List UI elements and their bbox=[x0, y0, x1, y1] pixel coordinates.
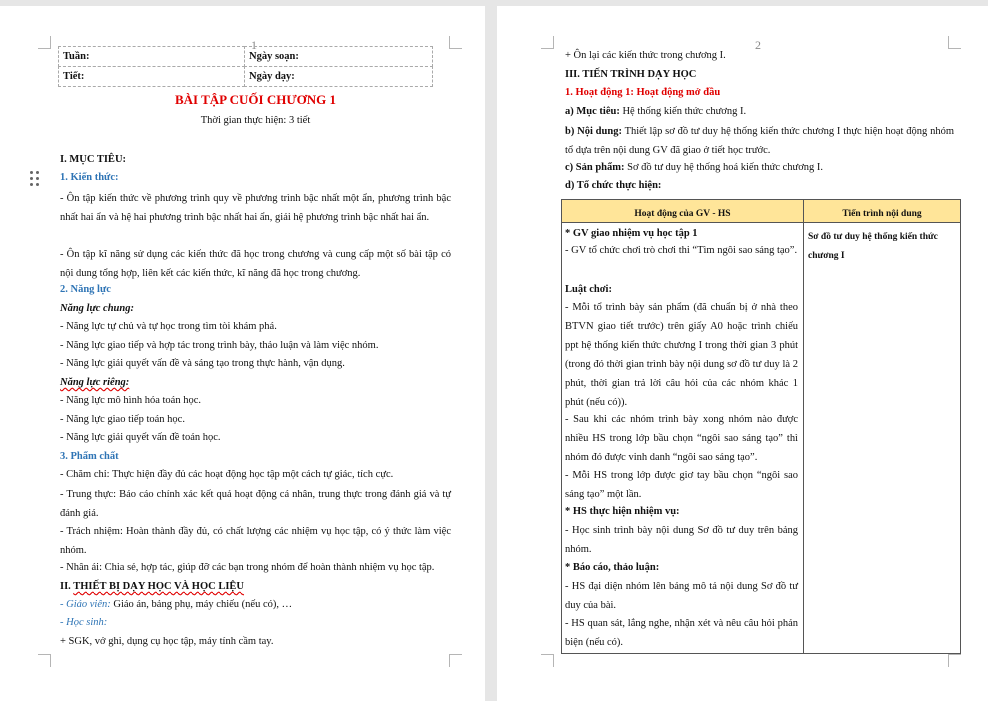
page-number: 2 bbox=[755, 38, 761, 52]
teacher-materials bbox=[60, 598, 292, 611]
general-item-2: - Năng lực giao tiếp và hợp tác trong trình bày, thảo luận và làm việc nhóm. bbox=[60, 340, 379, 351]
rules-heading: Luật chơi: bbox=[565, 284, 612, 295]
progress-content: Sơ đồ tư duy hệ thống kiến thức chương I bbox=[808, 232, 938, 261]
content-text: Thiết lập sơ đồ tư duy hệ thống kiến thức chương I thực hiện hoạt động nhóm tổ dựa trên nội dung GV đã giao ở tiết học trước. bbox=[565, 126, 954, 156]
quality-item-1: - Chăm chỉ: Thực hiện đầy đủ các hoạt động học tập một cách tự giác, tích cực. bbox=[60, 469, 394, 480]
knowledge-item-1: - Ôn tập kiến thức về phương trình quy về phương trình bậc nhất một ẩn, phương trình bậc nhất hai ẩn và hệ hai phương trình bậc nhất hai ẩn, giải hệ phương trình bậc nhất hai ẩn. bbox=[60, 193, 451, 223]
crop-mark bbox=[948, 36, 961, 49]
rule-1: - Mỗi tổ trình bày sản phẩm (đã chuẩn bị ở nhà theo BTVN giao tiết trước) trên giấy A0 hoặc trình chiếu ppt hệ thống kiến thức chương I trong thời gian 3 phút (trong đó thời gian trình bày nội dung sơ đồ tư duy là 2 phút, thời gian trả lời câu hỏi của các nhóm khác 1 phút (nếu có)). bbox=[565, 302, 798, 408]
prep-date-label: Ngày soạn: bbox=[249, 51, 299, 62]
teacher-text: Giáo án, bảng phụ, máy chiếu (nếu có), … bbox=[113, 599, 293, 610]
activity-1-heading: 1. Hoạt động 1: Hoạt động mở đầu bbox=[565, 87, 721, 98]
document-page-2 bbox=[497, 6, 988, 701]
quality-item-4: - Nhân ái: Chia sẻ, hợp tác, giúp đỡ các bạn trong nhóm để hoàn thành nhiệm vụ học tập. bbox=[60, 562, 435, 573]
section-3-heading: III. TIẾN TRÌNH DẠY HỌC bbox=[565, 69, 697, 80]
hs-task-heading: * HS thực hiện nhiệm vụ: bbox=[565, 506, 680, 517]
document-page-1 bbox=[0, 6, 485, 701]
product-text: Sơ đồ tư duy hệ thống hoá kiến thức chương I. bbox=[627, 162, 824, 173]
crop-mark bbox=[38, 654, 51, 667]
col-header-activities: Hoạt động của GV - HS bbox=[634, 209, 731, 219]
teacher-label: - Giáo viên: bbox=[60, 599, 111, 610]
rule-2: - Sau khi các nhóm trình bày xong nhóm nào được nhiều HS trong lớp bầu chọn “ngôi sao sáng tạo” thì nhóm đó được vinh danh “ngôi sao sáng tạo”. bbox=[565, 414, 798, 463]
hs-task-text: - Học sinh trình bày nội dung Sơ đồ tư duy trên bảng nhóm. bbox=[565, 525, 798, 555]
report-item-2: - HS quan sát, lắng nghe, nhận xét và nêu câu hỏi phản biện (nếu có). bbox=[565, 618, 798, 648]
crop-mark bbox=[541, 654, 554, 667]
student-label: - Học sinh: bbox=[60, 617, 108, 628]
section-2-title: THIẾT BỊ DẠY HỌC VÀ HỌC LIỆU bbox=[73, 581, 245, 592]
specific-competency-heading: Năng lực riêng: bbox=[60, 377, 130, 388]
page-number: 1 bbox=[251, 38, 257, 52]
drag-handle-icon[interactable] bbox=[30, 171, 40, 187]
col-header-progress: Tiến trình nội dung bbox=[842, 209, 922, 219]
report-heading: * Báo cáo, thảo luận: bbox=[565, 562, 660, 573]
section-1-heading: I. MỤC TIÊU: bbox=[60, 154, 127, 165]
organization-label: d) Tổ chức thực hiện: bbox=[565, 180, 662, 191]
period-label: Tiết: bbox=[63, 71, 85, 82]
general-item-3: - Năng lực giải quyết vấn đề và sáng tạo trong thực hành, vận dụng. bbox=[60, 358, 345, 369]
specific-item-2: - Năng lực giao tiếp toán học. bbox=[60, 414, 185, 425]
section-2-heading bbox=[60, 580, 244, 593]
goal-line bbox=[565, 105, 746, 118]
crop-mark bbox=[449, 36, 462, 49]
report-item-1: - HS đại diện nhóm lên bảng mô tả nội dung Sơ đồ tư duy của bài. bbox=[565, 581, 798, 611]
crop-mark bbox=[541, 36, 554, 49]
goal-text: Hệ thống kiến thức chương I. bbox=[622, 106, 747, 117]
week-label: Tuần: bbox=[63, 51, 90, 62]
specific-item-1: - Năng lực mô hình hóa toán học. bbox=[60, 395, 201, 406]
goal-label: a) Mục tiêu: bbox=[565, 106, 620, 117]
document-title: BÀI TẬP CUỐI CHƯƠNG 1 bbox=[174, 92, 337, 107]
duration-text: Thời gian thực hiện: 3 tiết bbox=[200, 115, 311, 126]
content-paragraph bbox=[565, 122, 954, 160]
crop-mark bbox=[449, 654, 462, 667]
task-heading: * GV giao nhiệm vụ học tập 1 bbox=[565, 228, 698, 239]
quality-item-3: - Trách nhiệm: Hoàn thành đầy đủ, có chất lượng các nhiệm vụ học tập, có ý thức làm việc nhóm. bbox=[60, 526, 451, 556]
table-cell bbox=[803, 222, 961, 654]
competency-heading: 2. Năng lực bbox=[60, 284, 111, 295]
product-label: c) Sản phẩm: bbox=[565, 162, 625, 173]
teach-date-label: Ngày dạy: bbox=[249, 71, 295, 82]
general-competency-heading: Năng lực chung: bbox=[60, 303, 134, 314]
review-line: + Ôn lại các kiến thức trong chương I. bbox=[565, 50, 726, 61]
specific-item-3: - Năng lực giải quyết vấn đề toán học. bbox=[60, 432, 221, 443]
task-text: - GV tổ chức chơi trò chơi thi “Tìm ngôi sao sáng tạo”. bbox=[565, 245, 798, 256]
crop-mark bbox=[948, 654, 961, 667]
general-item-1: - Năng lực tự chủ và tự học trong tìm tòi khám phá. bbox=[60, 321, 277, 332]
quality-item-2: - Trung thực: Báo cáo chính xác kết quả hoạt động cá nhân, trung thực trong đánh giá và tự đánh giá. bbox=[60, 489, 451, 519]
quality-heading: 3. Phẩm chất bbox=[60, 451, 119, 462]
rule-3: - Mỗi HS trong lớp được giơ tay bầu chọn “ngôi sao sáng tạo” một lần. bbox=[565, 470, 798, 500]
content-label: b) Nội dung: bbox=[565, 126, 622, 137]
knowledge-item-2: - Ôn tập kĩ năng sử dụng các kiến thức đã học trong chương và cung cấp một số bài tập có nội dung tổng hợp, liên kết các kiến thức, kĩ năng đã học trong chương. bbox=[60, 249, 451, 279]
product-line bbox=[565, 161, 823, 174]
section-2-prefix: II. bbox=[60, 581, 71, 592]
crop-mark bbox=[38, 36, 51, 49]
knowledge-heading: 1. Kiến thức: bbox=[60, 172, 119, 183]
student-text: + SGK, vở ghi, dụng cụ học tập, máy tính cầm tay. bbox=[60, 636, 274, 647]
